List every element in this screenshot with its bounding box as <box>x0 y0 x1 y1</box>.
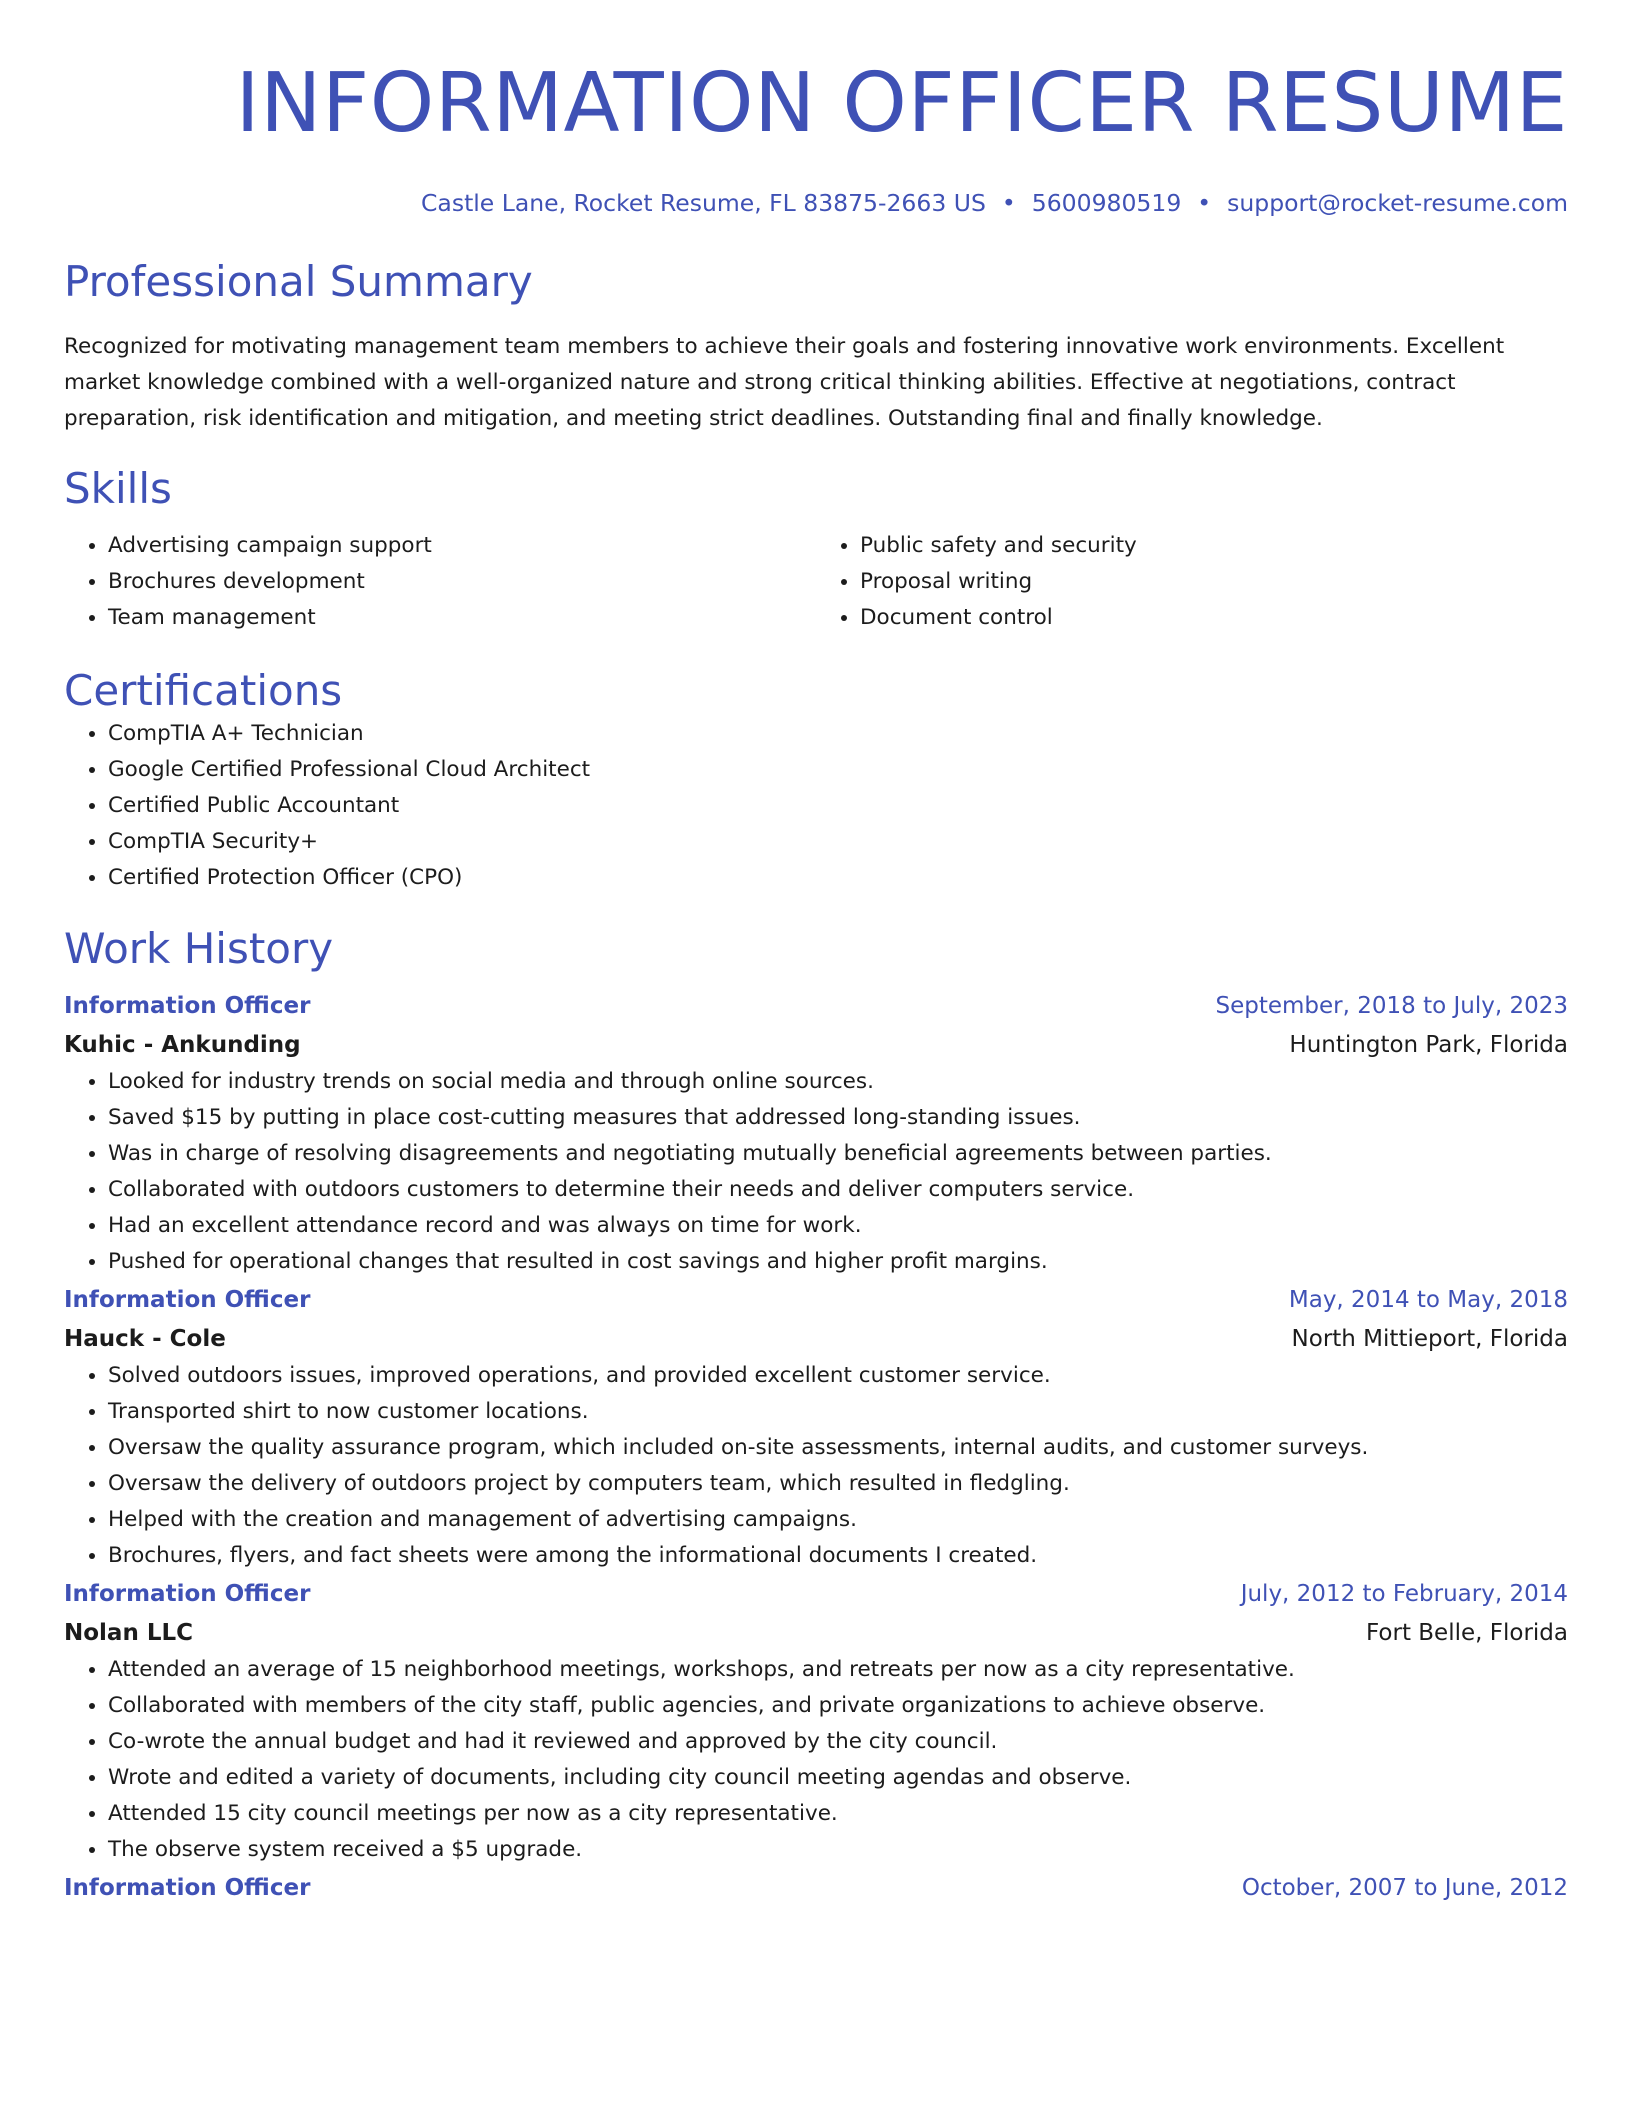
skill-item: • Advertising campaign support <box>108 528 816 564</box>
job-title: Information Officer <box>64 1875 311 1901</box>
skills-heading: Skills <box>64 464 172 513</box>
job-bullet: • Oversaw the quality assurance program, which included on-site assessments, internal audits, and customer surveys. <box>108 1430 1568 1466</box>
job-header-row <box>64 1280 1568 1320</box>
job-bullet: • Had an excellent attendance record and was always on time for work. <box>108 1208 1568 1244</box>
skill-item: • Team management <box>108 600 816 636</box>
job-title: Information Officer <box>64 993 311 1019</box>
certification-item: • Google Certified Professional Cloud Architect <box>108 752 1568 788</box>
job-bullet: • Attended an average of 15 neighborhood meetings, workshops, and retreats per now as a city representative. <box>108 1652 1568 1688</box>
job-dates: October, 2007 to June, 2012 <box>1241 1875 1568 1901</box>
skills-list-left <box>64 528 816 636</box>
job-bullet: • Solved outdoors issues, improved operations, and provided excellent customer service. <box>108 1358 1568 1394</box>
certification-item: • CompTIA A+ Technician <box>108 716 1568 752</box>
certifications-heading: Certifications <box>64 666 343 715</box>
job-bullet: • Wrote and edited a variety of documents, including city council meeting agendas and observe. <box>108 1760 1568 1796</box>
job-header-row <box>64 986 1568 1026</box>
job-bullets <box>64 1652 1568 1868</box>
certifications-list <box>64 716 1568 896</box>
contact-address: Castle Lane, Rocket Resume, FL 83875-2663 US <box>421 189 986 217</box>
resume-page <box>64 0 1568 1908</box>
job-bullets <box>64 1064 1568 1280</box>
job-bullet: • Attended 15 city council meetings per now as a city representative. <box>108 1796 1568 1832</box>
job-dates: September, 2018 to July, 2023 <box>1215 993 1568 1019</box>
job-bullet: • Brochures, flyers, and fact sheets were among the informational documents I created. <box>108 1538 1568 1574</box>
job-header-row <box>64 1868 1568 1908</box>
contact-separator: • <box>1197 189 1212 217</box>
contact-email: support@rocket-resume.com <box>1227 189 1568 217</box>
job-company-row <box>64 1614 1568 1652</box>
job-bullets <box>64 1358 1568 1574</box>
skill-item: • Public safety and security <box>860 528 1568 564</box>
job-bullet: • Saved $15 by putting in place cost-cutting measures that addressed long-standing issues. <box>108 1100 1568 1136</box>
work-history-heading: Work History <box>64 924 334 973</box>
job-bullet: • Was in charge of resolving disagreements and negotiating mutually beneficial agreements between parties. <box>108 1136 1568 1172</box>
job-header-row <box>64 1574 1568 1614</box>
job-bullet: • Collaborated with members of the city staff, public agencies, and private organizations to achieve observe. <box>108 1688 1568 1724</box>
skill-item: • Document control <box>860 600 1568 636</box>
job-entry <box>64 1868 1568 1908</box>
job-title: Information Officer <box>64 1287 311 1313</box>
job-dates: July, 2012 to February, 2014 <box>1240 1581 1568 1607</box>
skill-item: • Proposal writing <box>860 564 1568 600</box>
job-bullet: • Looked for industry trends on social media and through online sources. <box>108 1064 1568 1100</box>
job-entry <box>64 986 1568 1280</box>
certification-item: • Certified Protection Officer (CPO) <box>108 860 1568 896</box>
certification-item: • Certified Public Accountant <box>108 788 1568 824</box>
job-location: North Mittieport, Florida <box>1291 1326 1568 1352</box>
job-entry <box>64 1280 1568 1574</box>
job-bullet: • Pushed for operational changes that resulted in cost savings and higher profit margins. <box>108 1244 1568 1280</box>
job-company: Nolan LLC <box>64 1620 194 1646</box>
summary-heading: Professional Summary <box>64 257 533 306</box>
job-title: Information Officer <box>64 1581 311 1607</box>
job-bullet: • Collaborated with outdoors customers to determine their needs and deliver computers service. <box>108 1172 1568 1208</box>
job-company: Kuhic - Ankunding <box>64 1032 301 1058</box>
job-company-row <box>64 1026 1568 1064</box>
skill-item: • Brochures development <box>108 564 816 600</box>
job-bullet: • Oversaw the delivery of outdoors project by computers team, which resulted in fledgling. <box>108 1466 1568 1502</box>
job-company: Hauck - Cole <box>64 1326 226 1352</box>
skills-columns <box>64 528 1568 636</box>
resume-title: INFORMATION OFFICER RESUME <box>235 56 1568 151</box>
certification-item: • CompTIA Security+ <box>108 824 1568 860</box>
job-dates: May, 2014 to May, 2018 <box>1288 1287 1568 1313</box>
job-bullet: • The observe system received a $5 upgrade. <box>108 1832 1568 1868</box>
job-bullet: • Transported shirt to now customer locations. <box>108 1394 1568 1430</box>
summary-text: Recognized for motivating management team members to achieve their goals and fostering innovative work environments. Excellent market knowledge combined with a well-organized nature and strong critical thinking abilities. Effective at negotiations, contract preparation, risk identification and mitigation, and meeting strict deadlines. Outstanding final and finally knowledge. <box>64 334 1505 431</box>
job-entry <box>64 1574 1568 1868</box>
contact-separator: • <box>1001 189 1016 217</box>
job-location: Fort Belle, Florida <box>1366 1620 1568 1646</box>
contact-line <box>64 188 1568 218</box>
job-company-row <box>64 1320 1568 1358</box>
job-bullet: • Co-wrote the annual budget and had it reviewed and approved by the city council. <box>108 1724 1568 1760</box>
job-bullet: • Helped with the creation and management of advertising campaigns. <box>108 1502 1568 1538</box>
skills-list-right <box>816 528 1568 636</box>
job-location: Huntington Park, Florida <box>1289 1032 1568 1058</box>
contact-phone: 5600980519 <box>1031 189 1182 217</box>
